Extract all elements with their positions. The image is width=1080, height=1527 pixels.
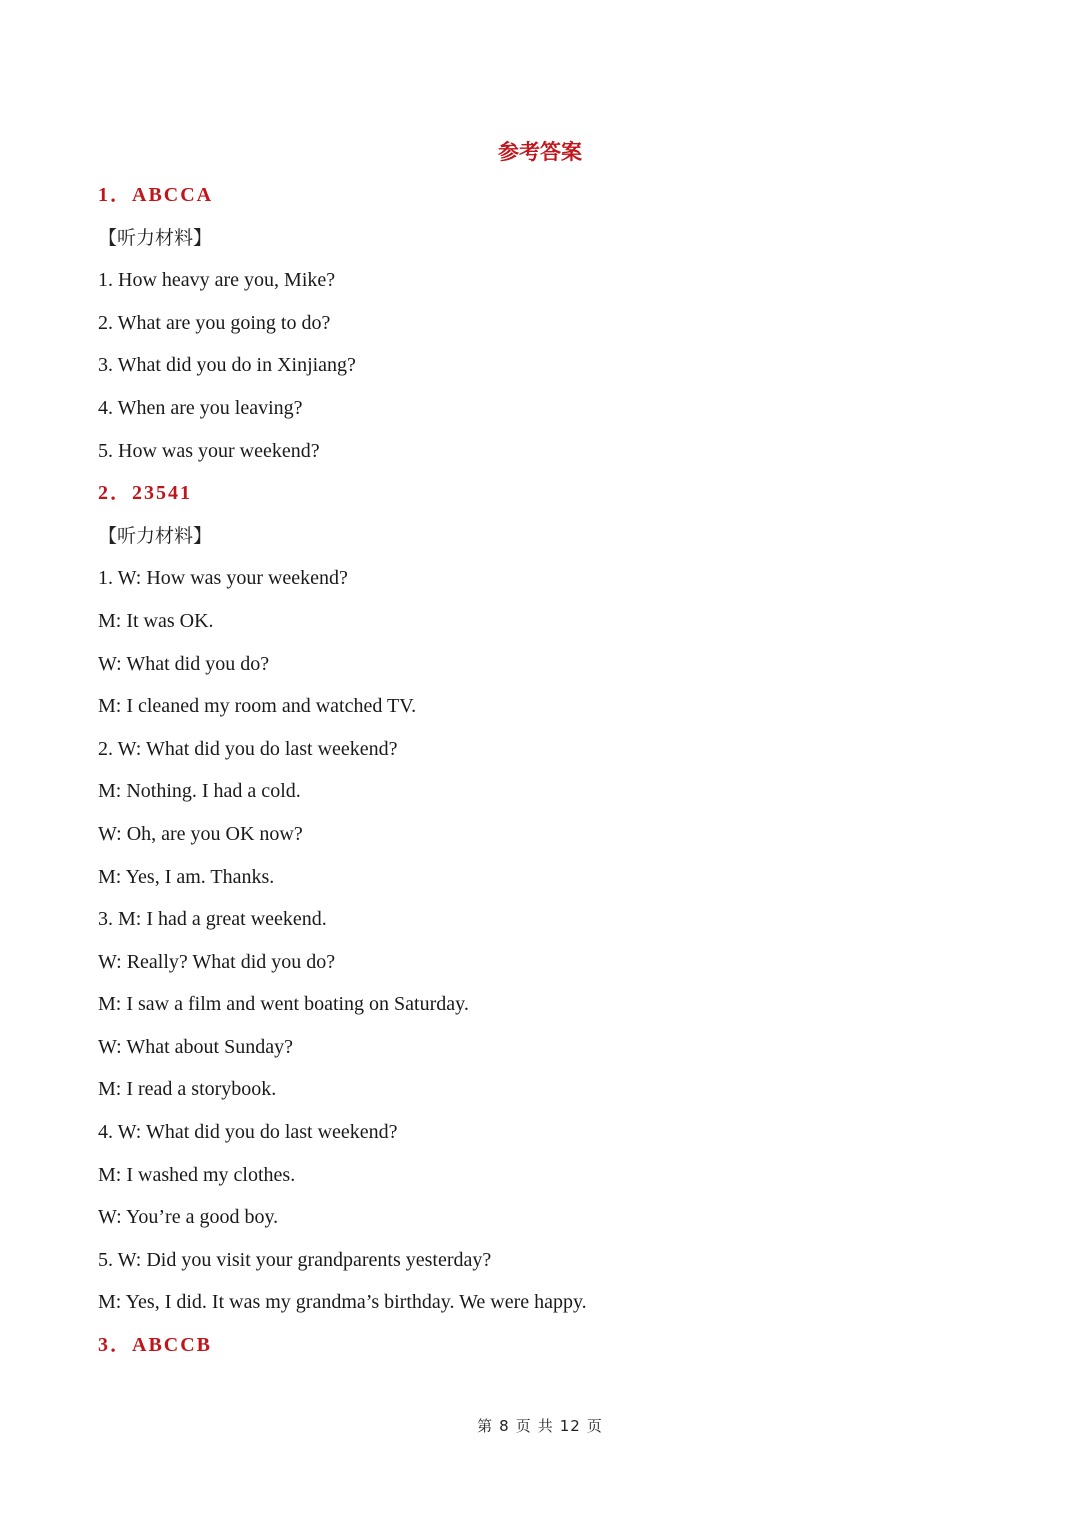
listening-material-label-2: 【听力材料】 xyxy=(98,524,213,547)
transcript-line: W: Oh, are you OK now? xyxy=(98,822,303,845)
transcript-line: M: I read a storybook. xyxy=(98,1078,277,1101)
transcript-line: M: Nothing. I had a cold. xyxy=(98,780,301,803)
answer-line-2: 2．23541 xyxy=(98,482,192,505)
transcript-line: M: It was OK. xyxy=(98,609,214,632)
footer-page-word: 第 xyxy=(477,1417,494,1435)
transcript-line: 1. How heavy are you, Mike? xyxy=(98,269,336,292)
transcript-line: 4. When are you leaving? xyxy=(98,396,303,419)
page-title: 参考答案 xyxy=(498,140,582,164)
transcript-line: 4. W: What did you do last weekend? xyxy=(98,1121,398,1144)
answer-line-3: 3．ABCCB xyxy=(98,1334,213,1357)
transcript-line: 1. W: How was your weekend? xyxy=(98,567,348,590)
transcript-line: 2. What are you going to do? xyxy=(98,311,331,334)
answer-line-1: 1．ABCCA xyxy=(98,184,214,206)
transcript-line: W: Really? What did you do? xyxy=(98,950,336,973)
transcript-line: M: Yes, I am. Thanks. xyxy=(98,865,275,888)
transcript-line: 5. W: Did you visit your grandparents yesterday? xyxy=(98,1248,492,1271)
answer-content xyxy=(98,174,998,1367)
footer-total-pages: 12 xyxy=(559,1417,581,1435)
transcript-line: M: I cleaned my room and watched TV. xyxy=(98,695,417,718)
transcript-line: W: You’re a good boy. xyxy=(98,1206,279,1229)
transcript-line: W: What about Sunday? xyxy=(98,1035,293,1058)
transcript-line: 2. W: What did you do last weekend? xyxy=(98,737,398,760)
footer-current-page: 8 xyxy=(499,1417,510,1435)
transcript-line: 3. What did you do in Xinjiang? xyxy=(98,354,356,377)
footer-total-unit: 页 xyxy=(586,1417,603,1435)
transcript-line: 5. How was your weekend? xyxy=(98,439,320,462)
listening-material-label-1: 【听力材料】 xyxy=(98,226,213,249)
transcript-line: M: I washed my clothes. xyxy=(98,1163,296,1186)
transcript-line: 3. M: I had a great weekend. xyxy=(98,908,327,931)
footer-page-unit: 页 xyxy=(515,1417,532,1435)
transcript-line: W: What did you do? xyxy=(98,652,270,675)
footer-total-word: 共 xyxy=(537,1417,554,1435)
page-footer xyxy=(0,1414,1080,1438)
transcript-line: M: Yes, I did. It was my grandma’s birthday. We were happy. xyxy=(98,1291,587,1314)
transcript-line: M: I saw a film and went boating on Saturday. xyxy=(98,993,469,1016)
